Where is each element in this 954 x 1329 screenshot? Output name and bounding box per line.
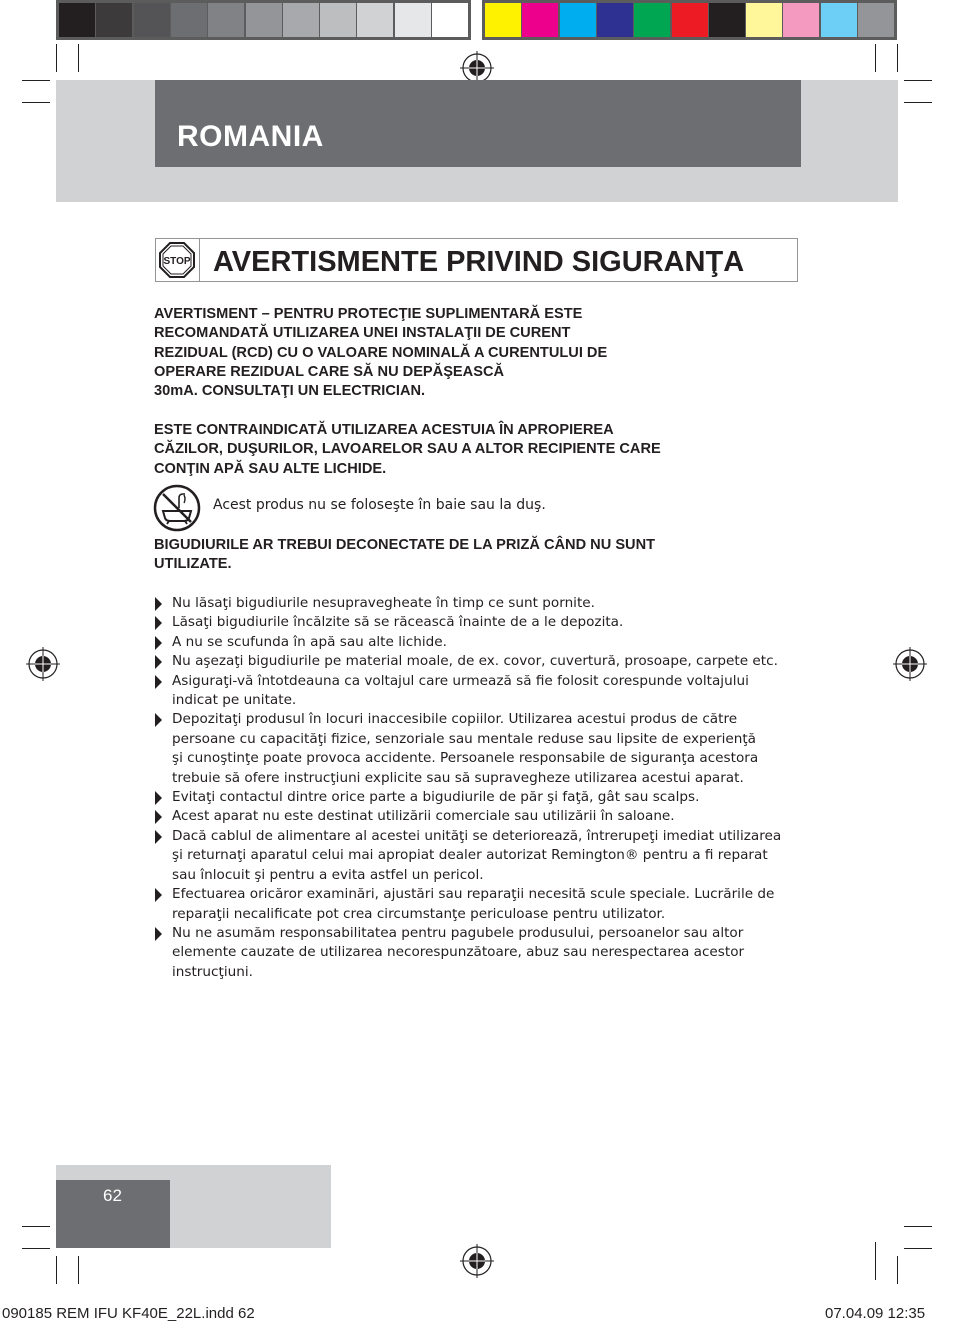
stop-icon-label: STOP — [163, 256, 191, 267]
color-swatch — [597, 3, 633, 37]
crop-mark — [897, 1256, 898, 1284]
list-item — [154, 788, 794, 807]
list-item — [154, 807, 794, 826]
arrow-bullet-icon — [155, 636, 162, 650]
text-line: OPERARE REZIDUAL CARE SĂ NU DEPĂŞEASCĂ — [154, 363, 505, 380]
color-swatch — [821, 3, 857, 37]
text-line: Dacă cablul de alimentare al acestei unităţi se deteriorează, întrerupeţi imediat utilizarea — [172, 827, 782, 844]
text-line: trebuie să ofere instrucţiuni explicite sau să supravegheze utilizarea acestui aparat. — [172, 769, 744, 786]
color-swatch — [709, 3, 745, 37]
arrow-bullet-icon — [155, 675, 162, 689]
slug-file-name: 090185 REM IFU KF40E_22L.indd 62 — [2, 1305, 255, 1322]
page-number: 62 — [103, 1186, 122, 1205]
text-line: sau înlocuit şi pentru a evita astfel un pericol. — [172, 866, 484, 883]
color-swatch — [672, 3, 708, 37]
color-swatch — [485, 3, 521, 37]
registration-mark-icon — [26, 647, 60, 681]
crop-mark — [904, 1248, 932, 1249]
gray-swatch — [134, 3, 170, 37]
crop-mark — [78, 44, 79, 72]
text-line: BIGUDIURILE AR TREBUI DECONECTATE DE LA PRIZĂ CÂND NU SUNT — [154, 537, 656, 553]
text-line: UTILIZATE. — [154, 556, 232, 573]
gray-swatch — [171, 3, 207, 37]
gray-swatch — [59, 3, 95, 37]
text-line: Acest aparat nu este destinat utilizării comerciale sau utilizării în saloane. — [172, 808, 675, 825]
crop-mark — [22, 1248, 50, 1249]
arrow-bullet-icon — [155, 830, 162, 844]
gray-swatch — [246, 3, 282, 37]
gray-swatch — [320, 3, 356, 37]
list-item — [154, 672, 794, 711]
gray-swatch — [96, 3, 132, 37]
text-line: Efectuarea oricăror examinări, ajustări sau reparaţii necesită scule speciale. Lucrările de — [172, 886, 775, 903]
water-warning — [154, 421, 794, 479]
text-line: indicat pe unitate. — [172, 692, 297, 709]
text-line: Nu ne asumăm responsabilitatea pentru pagubele produsului, persoanelor sau altor — [172, 924, 744, 941]
gray-swatch — [357, 3, 393, 37]
text-line: Depozitaţi produsul în locuri inaccesibile copiilor. Utilizarea acestui produs de către — [172, 711, 738, 728]
crop-mark — [22, 1226, 50, 1227]
list-item — [154, 924, 794, 982]
text-line: CĂZILOR, DUŞURILOR, LAVOARELOR SAU A ALTOR RECIPIENTE CARE — [154, 441, 661, 458]
crop-mark — [56, 44, 57, 72]
list-item — [154, 613, 794, 632]
stop-icon — [159, 242, 195, 278]
crop-mark — [904, 102, 932, 103]
crop-mark — [875, 44, 876, 72]
color-swatch — [746, 3, 782, 37]
text-line: Evitaţi contactul dintre orice parte a bigudiurile de păr şi faţă, gât sau scalps. — [172, 789, 700, 806]
text-line: 30mA. CONSULTAŢI UN ELECTRICIAN. — [154, 383, 426, 400]
registration-mark-icon — [893, 647, 927, 681]
crop-mark — [904, 80, 932, 81]
gray-swatch — [432, 3, 468, 37]
arrow-bullet-icon — [155, 597, 162, 611]
text-line: Lăsaţi bigudiurile încălzite să se răcească înainte de a le depozita. — [172, 614, 624, 631]
color-swatch — [560, 3, 596, 37]
arrow-bullet-icon — [155, 791, 162, 805]
arrow-bullet-icon — [155, 655, 162, 669]
unplug-warning — [154, 536, 794, 575]
text-line: Nu aşezaţi bigudiurile pe material moale, de ex. covor, cuvertură, prosoape, carpete etc. — [172, 653, 778, 670]
text-line: RECOMANDATĂ UTILIZAREA UNEI INSTALAŢII DE CURENT — [154, 325, 571, 342]
text-line: AVERTISMENT – PENTRU PROTECŢIE SUPLIMENTARĂ ESTE — [154, 306, 583, 322]
list-item — [154, 885, 794, 924]
list-item — [154, 652, 794, 671]
crop-mark — [22, 80, 50, 81]
text-line: REZIDUAL (RCD) CU O VALOARE NOMINALĂ A CURENTULUI DE — [154, 344, 608, 361]
color-swatch — [858, 3, 894, 37]
gray-swatch — [208, 3, 244, 37]
text-line: elemente cauzate de utilizarea necorespunzătoare, abuz sau nerespectarea acestor — [172, 944, 745, 961]
list-item — [154, 594, 794, 613]
list-item — [154, 710, 794, 788]
text-line: ESTE CONTRAINDICATĂ UTILIZAREA ACESTUIA ÎN APROPIEREA — [154, 422, 614, 438]
text-line: A nu se scufunda în apă sau alte lichide. — [172, 633, 447, 650]
section-title-divider — [199, 238, 200, 282]
list-item — [154, 633, 794, 652]
rcd-warning — [154, 305, 794, 401]
arrow-bullet-icon — [155, 927, 162, 941]
arrow-bullet-icon — [155, 616, 162, 630]
color-swatch — [783, 3, 819, 37]
text-line: persoane cu capacităţi fizice, senzoriale sau mentale reduse sau lipsite de experienţă — [172, 730, 756, 747]
gray-swatch — [395, 3, 431, 37]
crop-mark — [56, 1256, 57, 1284]
arrow-bullet-icon — [155, 810, 162, 824]
text-line: CONŢIN APĂ SAU ALTE LICHIDE. — [154, 460, 387, 477]
text-line: Nu lăsaţi bigudiurile nesupravegheate în timp ce sunt pornite. — [172, 595, 595, 611]
arrow-bullet-icon — [155, 888, 162, 902]
no-bath-icon — [153, 484, 201, 532]
text-line: instrucţiuni. — [172, 963, 253, 980]
crop-mark — [78, 1256, 79, 1284]
text-line: şi cunoştinţe poate provoca accidente. Persoanele responsabile de siguranţa acestora — [172, 750, 759, 767]
crop-mark — [875, 1242, 876, 1280]
color-swatch — [634, 3, 670, 37]
color-swatch — [522, 3, 558, 37]
crop-mark — [897, 44, 898, 72]
text-line: Asiguraţi-vă întotdeauna ca voltajul care urmează să fie folosit corespunde voltajului — [172, 672, 749, 689]
section-title: AVERTISMENTE PRIVIND SIGURANŢA — [213, 246, 745, 278]
gray-swatch — [283, 3, 319, 37]
arrow-bullet-icon — [155, 713, 162, 727]
list-item — [154, 827, 794, 885]
instruction-list — [154, 594, 794, 982]
crop-mark — [904, 1226, 932, 1227]
text-line: reparaţii necalificate pot crea circumstanţe periculoase pentru utilizator. — [172, 905, 666, 922]
no-bath-text: Acest produs nu se foloseşte în baie sau la duş. — [213, 497, 546, 513]
registration-mark-icon — [460, 1244, 494, 1278]
text-line: şi returnaţi aparatul celui mai apropiat dealer autorizat Remington® pentru a fi reparat — [172, 847, 768, 864]
slug-date: 07.04.09 12:35 — [825, 1305, 926, 1322]
crop-mark — [22, 102, 50, 103]
country-title: ROMANIA — [177, 120, 324, 153]
